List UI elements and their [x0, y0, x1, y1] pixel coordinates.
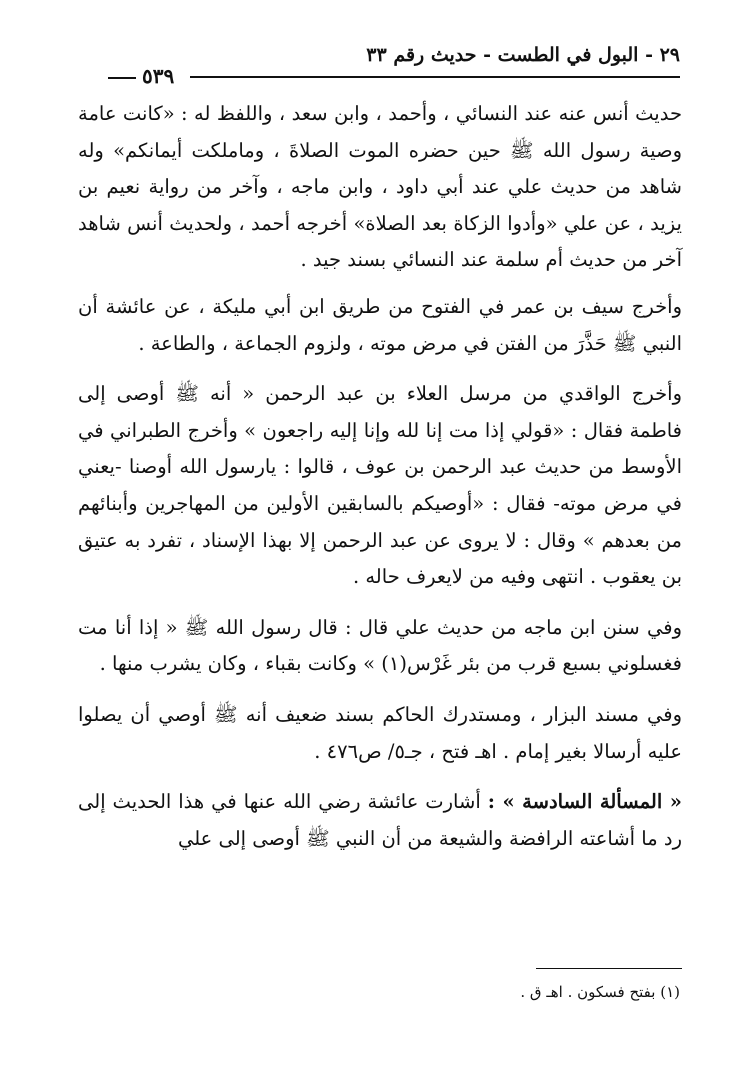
footnote-separator [536, 968, 682, 969]
running-title: ٢٩ - البول في الطست - حديث رقم ٣٣ [366, 44, 680, 66]
paragraph-4: وفي سنن ابن ماجه من حديث علي قال : قال رسول الله ﷺ « إذا أنا مت فغسلوني بسبع قرب من بئر غَرْس(١) » وكانت بقباء ، وكان يشرب منها . [78, 615, 682, 676]
paragraph-1: حديث أنس عنه عند النسائي ، وأحمد ، وابن سعد ، واللفظ له : «كانت عامة وصية رسول الله ﷺ حين حضره الموت الصلاةَ ، وماملكت أيمانكم» وله شاهد من حديث علي عند أبي داود ، وابن ماجه ، وآخر من رواية نعيم بن يزيد ، عن علي «وأدوا الزكاة بعد الصلاة» أخرجه أحمد ، ولحديث أنس شاهد آخر من حديث أم سلمة عند النسائي بسند جيد . [78, 102, 682, 272]
header-rule [190, 76, 680, 78]
paragraph-6 [78, 784, 682, 857]
page-number: ٥٣٩ [142, 64, 175, 88]
section-heading: « المسألة السادسة » : [487, 790, 682, 814]
paragraph-5: وفي مسند البزار ، ومستدرك الحاكم بسند ضعيف أنه ﷺ أوصي أن يصلوا عليه أرسالا بغير إمام . اهـ فتح ، جـ٥/ ص٤٧٦ . [78, 702, 682, 763]
paragraph-3: وأخرج الواقدي من مرسل العلاء بن عبد الرحمن « أنه ﷺ أوصى إلى فاطمة فقال : «قولي إذا مت إنا لله وإنا إليه راجعون » وأخرج الطبراني في الأوسط من حديث عبد الرحمن بن عوف ، قالوا : يارسول الله أوصنا -يعني في مرض موته- فقال : «أوصيكم بالسابقين الأولين من المهاجرين وأبنائهم من بعدهم » وقال : لا يروى عن عبد الرحمن إلا بهذا الإسناد ، تفرد به عتيق بن يعقوب . انتهى وفيه من لايعرف حاله . [78, 382, 682, 589]
page-header [108, 40, 680, 88]
page-number-block [108, 62, 174, 90]
footnote: (١) بفتح فسكون . اهـ ق . [520, 983, 680, 1001]
page-number-dash [108, 77, 136, 79]
main-text [78, 96, 682, 871]
paragraph-2: وأخرج سيف بن عمر في الفتوح من طريق ابن أبي مليكة ، عن عائشة أن النبي ﷺ حَذَّرَ من الفتن في مرض موته ، ولزوم الجماعة ، والطاعة . [78, 294, 682, 355]
section-text: أشارت عائشة رضي الله عنها في هذا الحديث إلى رد ما أشاعته الرافضة والشيعة من أن النبي ﷺ أوصى إلى علي [78, 790, 682, 850]
